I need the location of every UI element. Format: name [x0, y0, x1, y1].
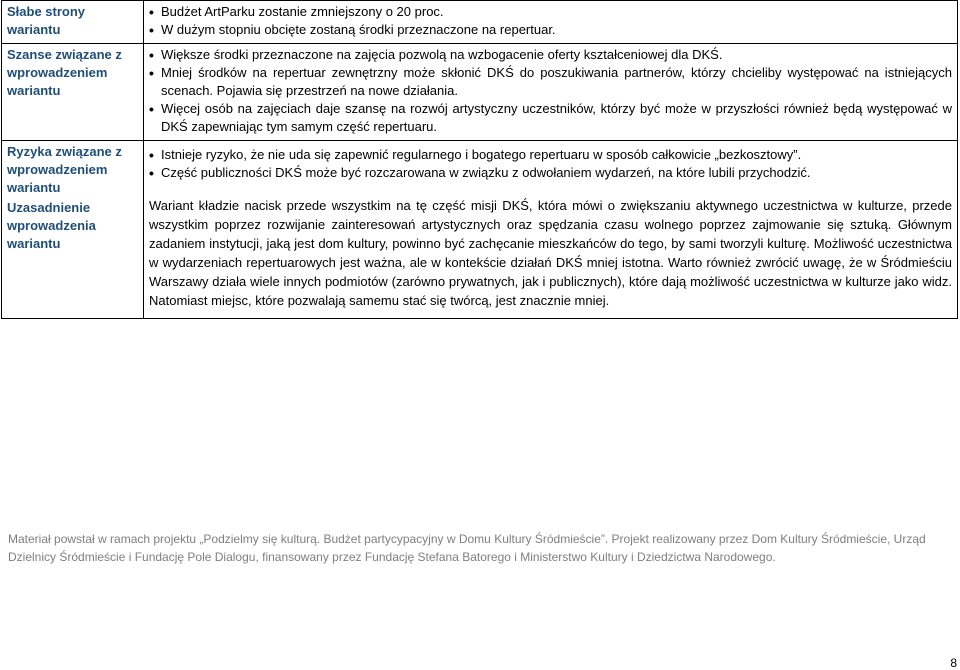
weaknesses-content	[144, 1, 958, 44]
footer-note	[8, 530, 958, 566]
heading-justification: Uzasadnienie wprowadzenia wariantu	[7, 200, 96, 251]
page-number: 8	[950, 656, 957, 670]
table-row-weaknesses	[2, 1, 958, 44]
footer-line: Dzielnicy Śródmieście i Fundację Pole Dialogu, finansowany przez Fundację Stefana Batorego i Ministerstwo Kultury i Dziedzictwa Narodowego.	[8, 550, 776, 564]
opportunities-list	[149, 46, 952, 136]
weaknesses-list	[149, 3, 952, 39]
list-item: • Budżet ArtParku zostanie zmniejszony o 20 proc.	[149, 3, 952, 21]
heading-opportunities: Szanse związane z wprowadzeniem wariantu	[2, 44, 144, 141]
list-item: • Mniej środków na repertuar zewnętrzny może skłonić DKŚ do poszukiwania partnerów, którzy chcieliby występować na istniejących scenach. Pojawia się przestrzeń na nowe działania.	[149, 64, 952, 100]
list-item: • Większe środki przeznaczone na zajęcia pozwolą na wzbogacenie oferty kształceniowej dla DKŚ.	[149, 46, 952, 64]
headings-risks-justification	[2, 141, 144, 319]
opportunities-content	[144, 44, 958, 141]
list-item: • Część publiczności DKŚ może być rozczarowana w związku z odwołaniem wydarzeń, na które lubili przychodzić.	[149, 164, 952, 182]
heading-weaknesses: Słabe strony wariantu	[2, 1, 144, 44]
risks-list	[149, 146, 952, 182]
justification-paragraph: Wariant kładzie nacisk przede wszystkim na tę część misji DKŚ, która mówi o zwiększaniu aktywnego uczestnictwa w kulturze, przede wszystkim poprzez rozwijanie zainteresowań artystycznych oraz spędzania czasu wolnego poprzez zajmowanie się sztuką. Głównym zadaniem instytucji, jaką jest dom kultury, powinno być zachęcanie mieszkańców do tego, by sami tworzyli kulturę. Możliwość uczestnictwa w wydarzeniach repertuarowych jest ważna, ale w kontekście działań DKŚ mniej istotna. Warto również zwrócić uwagę, że w Śródmieściu Warszawy działa wiele innych podmiotów (zarówno prywatnych, jak i publicznych), które dają możliwość uczestnictwa w kulturze jako widz. Natomiast miejsc, które pozwalają samemu stać się twórcą, jest znacznie mniej.	[149, 198, 952, 308]
heading-risks: Ryzyka związane z wprowadzeniem wariantu	[7, 144, 122, 195]
list-item: • Więcej osób na zajęciach daje szansę na rozwój artystyczny uczestników, którzy być może w przyszłości również będą występować w DKŚ zapewniając tym samym część repertuaru.	[149, 100, 952, 136]
list-item: • W dużym stopniu obcięte zostaną środki przeznaczone na repertuar.	[149, 21, 952, 39]
table-row-opportunities	[2, 44, 958, 141]
table-row-risks-justification	[2, 141, 958, 319]
risks-justification-content	[144, 141, 958, 319]
list-item: • Istnieje ryzyko, że nie uda się zapewnić regularnego i bogatego repertuaru w sposób całkowicie „bezkosztowy”.	[149, 146, 952, 164]
footer-line: Materiał powstał w ramach projektu „Podzielmy się kulturą. Budżet partycypacyjny w Domu Kultury Śródmieście”. Projekt realizowany przez Dom Kultury Śródmieście, Urząd	[8, 532, 926, 546]
variant-analysis-table	[1, 0, 958, 319]
